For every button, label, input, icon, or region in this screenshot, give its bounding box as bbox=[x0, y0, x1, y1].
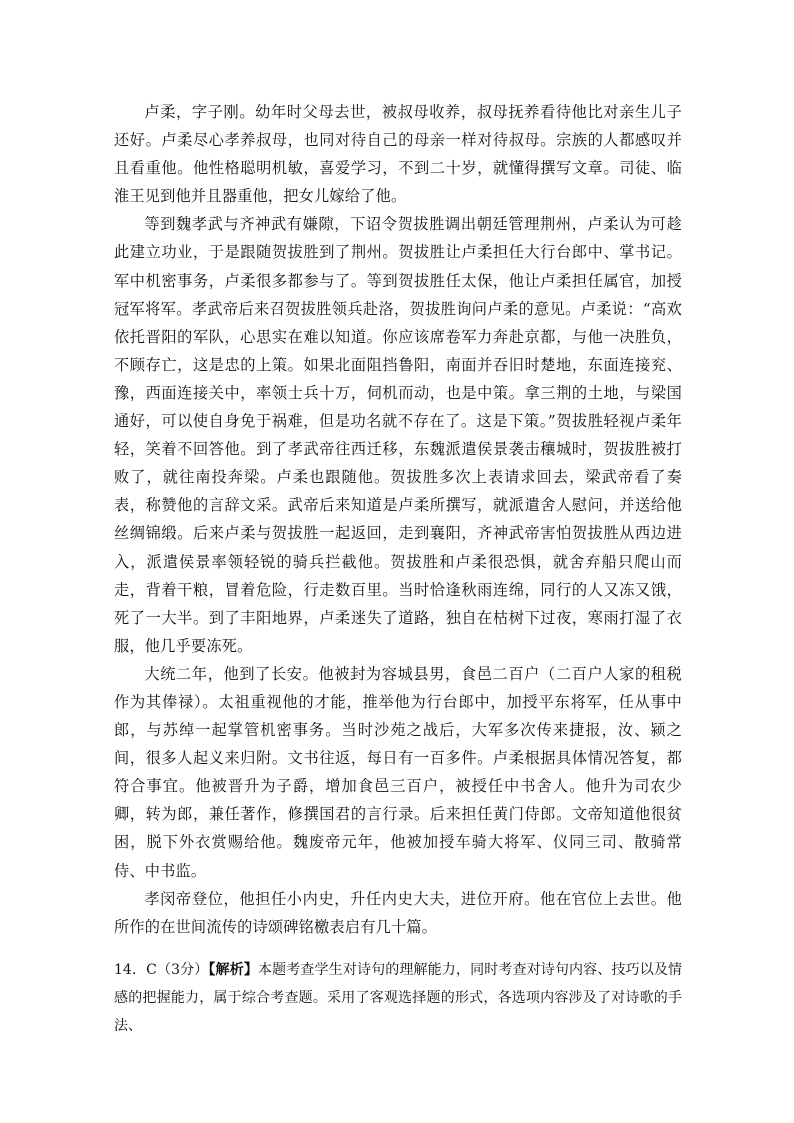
answer-number: 14．C（3分） bbox=[114, 962, 209, 978]
paragraph-datong-career: 大统二年，他到了长安。他被封为容城县男，食邑二百户（二百户人家的租税作为其俸禄）。太祖重视他的才能，推举他为行台郎中，加授平东将军，任从事中郎，与苏绰一起掌管机密事务。当时沙苑之战后，大军多次传来捷报，汝、颍之间，很多人起义来归附。文书往返，每日有一百多件。卢柔根据具体情况答复，都符合事宜。他被晋升为子爵，增加食邑三百户，被授任中书舍人。他升为司农少卿，转为郎，兼任著作，修撰国君的言行录。后来担任黄门侍郎。文帝知道他很贫困，脱下外衣赏赐给他。魏废帝元年，他被加授车骑大将军、仪同三司、散骑常侍、中书监。 bbox=[114, 664, 682, 880]
answer-explanation bbox=[114, 956, 682, 1040]
analysis-tag: 【解析】 bbox=[208, 962, 258, 978]
paragraph-lu-rou-childhood: 卢柔，字子刚。幼年时父母去世，被叔母收养，叔母抚养看待他比对亲生儿子还好。卢柔尽心孝养叔母，也同对待自己的母亲一样对待叔母。宗族的人都感叹并且看重他。他性格聪明机敏，喜爱学习，不到二十岁，就懂得撰写文章。司徒、临淮王见到他并且器重他，把女儿嫁给了他。 bbox=[114, 103, 682, 206]
translation-text bbox=[114, 98, 682, 941]
paragraph-death: 孝闵帝登位，他担任小内史，升任内史大夫，进位开府。他在官位上去世。他所作的在世间流传的诗颂碑铭檄表启有几十篇。 bbox=[114, 889, 682, 936]
analysis-text: 本题考查学生对诗句的理解能力，同时考查对诗句内容、技巧以及情感的把握能力，属于综合考查题。采用了客观选择题的形式，各选项内容涉及了对诗歌的手法、 bbox=[114, 962, 683, 1034]
paragraph-jingzhou-and-liang: 等到魏孝武与齐神武有嫌隙，下诏令贺拔胜调出朝廷管理荆州，卢柔认为可趁此建立功业，于是跟随贺拔胜到了荆州。贺拔胜让卢柔担任大行台郎中、掌书记。军中机密事务，卢柔很多都参与了。等到贺拔胜任太保，他让卢柔担任属官，加授冠军将军。孝武帝后来召贺拔胜领兵赴洛，贺拔胜询问卢柔的意见。卢柔说：“高欢依托晋阳的军队，心思实在难以知道。你应该席卷军力奔赴京都，与他一决胜负，不顾存亡，这是忠的上策。如果北面阻挡鲁阳，南面并吞旧时楚地，东面连接兖、豫，西面连接关中，率领士兵十万，伺机而动，也是中策。拿三荆的土地，与梁国通好，可以使自身免于祸难，但是功名就不存在了。这是下策。”贺拔胜轻视卢柔年轻，笑着不回答他。到了孝武帝往西迁移，东魏派遣侯景袭击穰城时，贺拔胜被打败了，就往南投奔梁。卢柔也跟随他。贺拔胜多次上表请求回去，梁武帝看了奏表，称赞他的言辞文采。武帝后来知道是卢柔所撰写，就派遣舍人慰问，并送给他丝绸锦缎。后来卢柔与贺拔胜一起返回，走到襄阳，齐神武帝害怕贺拔胜从西边进入，派遣侯景率领轻锐的骑兵拦截他。贺拔胜和卢柔很恐惧，就舍弃船只爬山而走，背着干粮，冒着危险，行走数百里。当时恰逢秋雨连绵，同行的人又冻又饿，死了一大半。到了丰阳地界，卢柔迷失了道路，独自在枯树下过夜，寒雨打湿了衣服，他几乎要冻死。 bbox=[114, 215, 682, 655]
